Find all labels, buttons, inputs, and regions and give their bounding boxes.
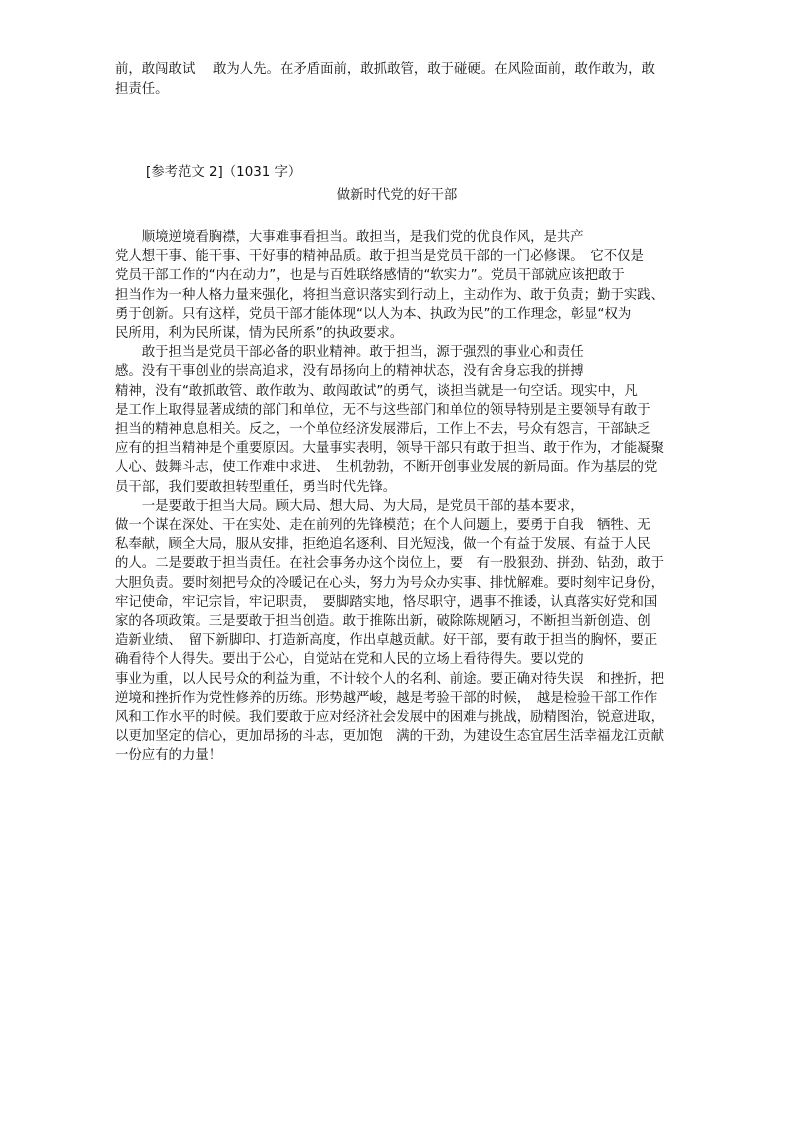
essay-line-8: 感。没有干事创业的崇高追求，没有昂扬向上的精神状态，没有舍身忘我的拼搏 (115, 364, 584, 380)
essay-line-4: 担当作为一种人格力量来强化，将担当意识落实到行动上，主动作为、敢于负责；勤于实践、 (115, 287, 665, 303)
essay-line-10: 是工作上取得显著成绩的部门和单位，无不与这些部门和单位的领导特别是主要领导有敢于 (115, 402, 651, 418)
essay-line-26: 风和工作水平的时候。我们要敢于应对经济社会发展中的困难与挑战，励精图治，锐意进取， (115, 710, 665, 725)
essay-line-22: 造新业绩、 留下新脚印、打造新高度，作出卓越贡献。好干部，要有敢于担当的胸怀，要正 (115, 633, 658, 649)
essay-line-14: 员干部，我们要敢担转型重任，勇当时代先锋。 (115, 479, 397, 495)
essay-line-23: 确看待个人得失。要出于公心，自觉站在党和人民的立场上看待得失。要以党的 (115, 652, 584, 668)
essay-line-20: 牢记使命，牢记宗旨，牢记职责， 要脚踏实地，恪尽职守，遇事不推诿，认真落实好党和国 (115, 594, 658, 610)
essay-line-17: 私奉献，顾全大局，服从安排，拒绝追名逐利、目光短浅，做一个有益于发展、有益于人民 (115, 537, 651, 553)
essay-line-24: 事业为重，以人民号众的利益为重，不计较个人的名利、前途。要正确对待失误 和挫折，把 (115, 671, 665, 687)
essay-line-7: 敢于担当是党员干部必备的职业精神。敢于担当，源于强烈的事业心和责任 (115, 345, 584, 361)
essay-line-18: 的人。二是要敢于担当责任。在社会事务办这个岗位上，要 有一股狠劲、拼劲、钻劲，敢于 (115, 556, 665, 572)
essay-line-27: 以更加坚定的信心，更加昂扬的斗志，更加饱 满的干劲，为建设生态宜居生活幸福龙江贡献 (115, 729, 665, 745)
essay-line-15: 一是要敢于担当大局。顾大局、想大局、为大局，是党员干部的基本要求， (115, 498, 584, 514)
essay-line-19: 大胆负责。要时刻把号众的冷暖记在心头，努力为号众办实事、排忧解难。要时刻牢记身份， (115, 575, 665, 591)
essay-line-12: 应有的担当精神是个重要原因。大量事实表明，领导干部只有敢于担当、敢于作为，才能凝聚 (115, 441, 665, 457)
essay-line-5: 勇于创新。只有这样，党员干部才能体现“以人为本、执政为民”的工作理念，彰显“权为 (115, 306, 632, 322)
essay-line-28: 一份应有的力量！ (115, 748, 223, 764)
essay-title: 做新时代党的好干部 (336, 188, 458, 203)
essay-line-16: 做一个谋在深处、干在实处、走在前列的先锋模范；在个人问题上，要勇于自我 牺牲、无 (115, 518, 651, 533)
top-paragraph-line-2: 担责任。 (115, 82, 169, 97)
essay-line-1: 顺境逆境看胸襟，大事难事看担当。敢担当，是我们党的优良作风，是共产 (115, 230, 584, 245)
top-paragraph-line-1: 前，敢闯敢试 敢为人先。在矛盾面前，敢抓敢管，敢于碰硬。在风险面前，敢作敢为，敢 (115, 62, 655, 77)
essay-line-2: 党人想干事、能干事、干好事的精神品质。敢于担当是党员干部的一门必修课。 它不仅是 (115, 249, 644, 265)
essay-line-25: 逆境和挫折作为党性修养的历练。形势越严峻，越是考验干部的时候， 越是检验干部工作作 (115, 690, 658, 706)
essay-line-13: 人心、鼓舞斗志，使工作难中求进、 生机勃勃，不断开创事业发展的新局面。作为基层的党 (115, 460, 658, 476)
essay-line-11: 担当的精神息息相关。反之，一个单位经济发展滞后，工作上不去，号众有怨言，干部缺乏 (115, 422, 651, 437)
essay-line-6: 民所用，利为民所谋，情为民所系”的执政要求。 (115, 326, 404, 341)
essay-label: [参考范文 2]（1031 字） (146, 165, 302, 180)
essay-line-9: 精神，没有“敢抓敢管、敢作敢为、敢闯敢试”的勇气，谈担当就是一句空话。现实中，凡 (115, 383, 638, 399)
essay-line-21: 家的各项政策。三是要敢于担当创造。敢于推陈出新，破除陈规陋习，不断担当新创造、创 (115, 614, 651, 629)
essay-line-3: 党员干部工作的“内在动力”，也是与百姓联络感情的“软实力”。党员干部就应该把敢于 (115, 268, 625, 284)
